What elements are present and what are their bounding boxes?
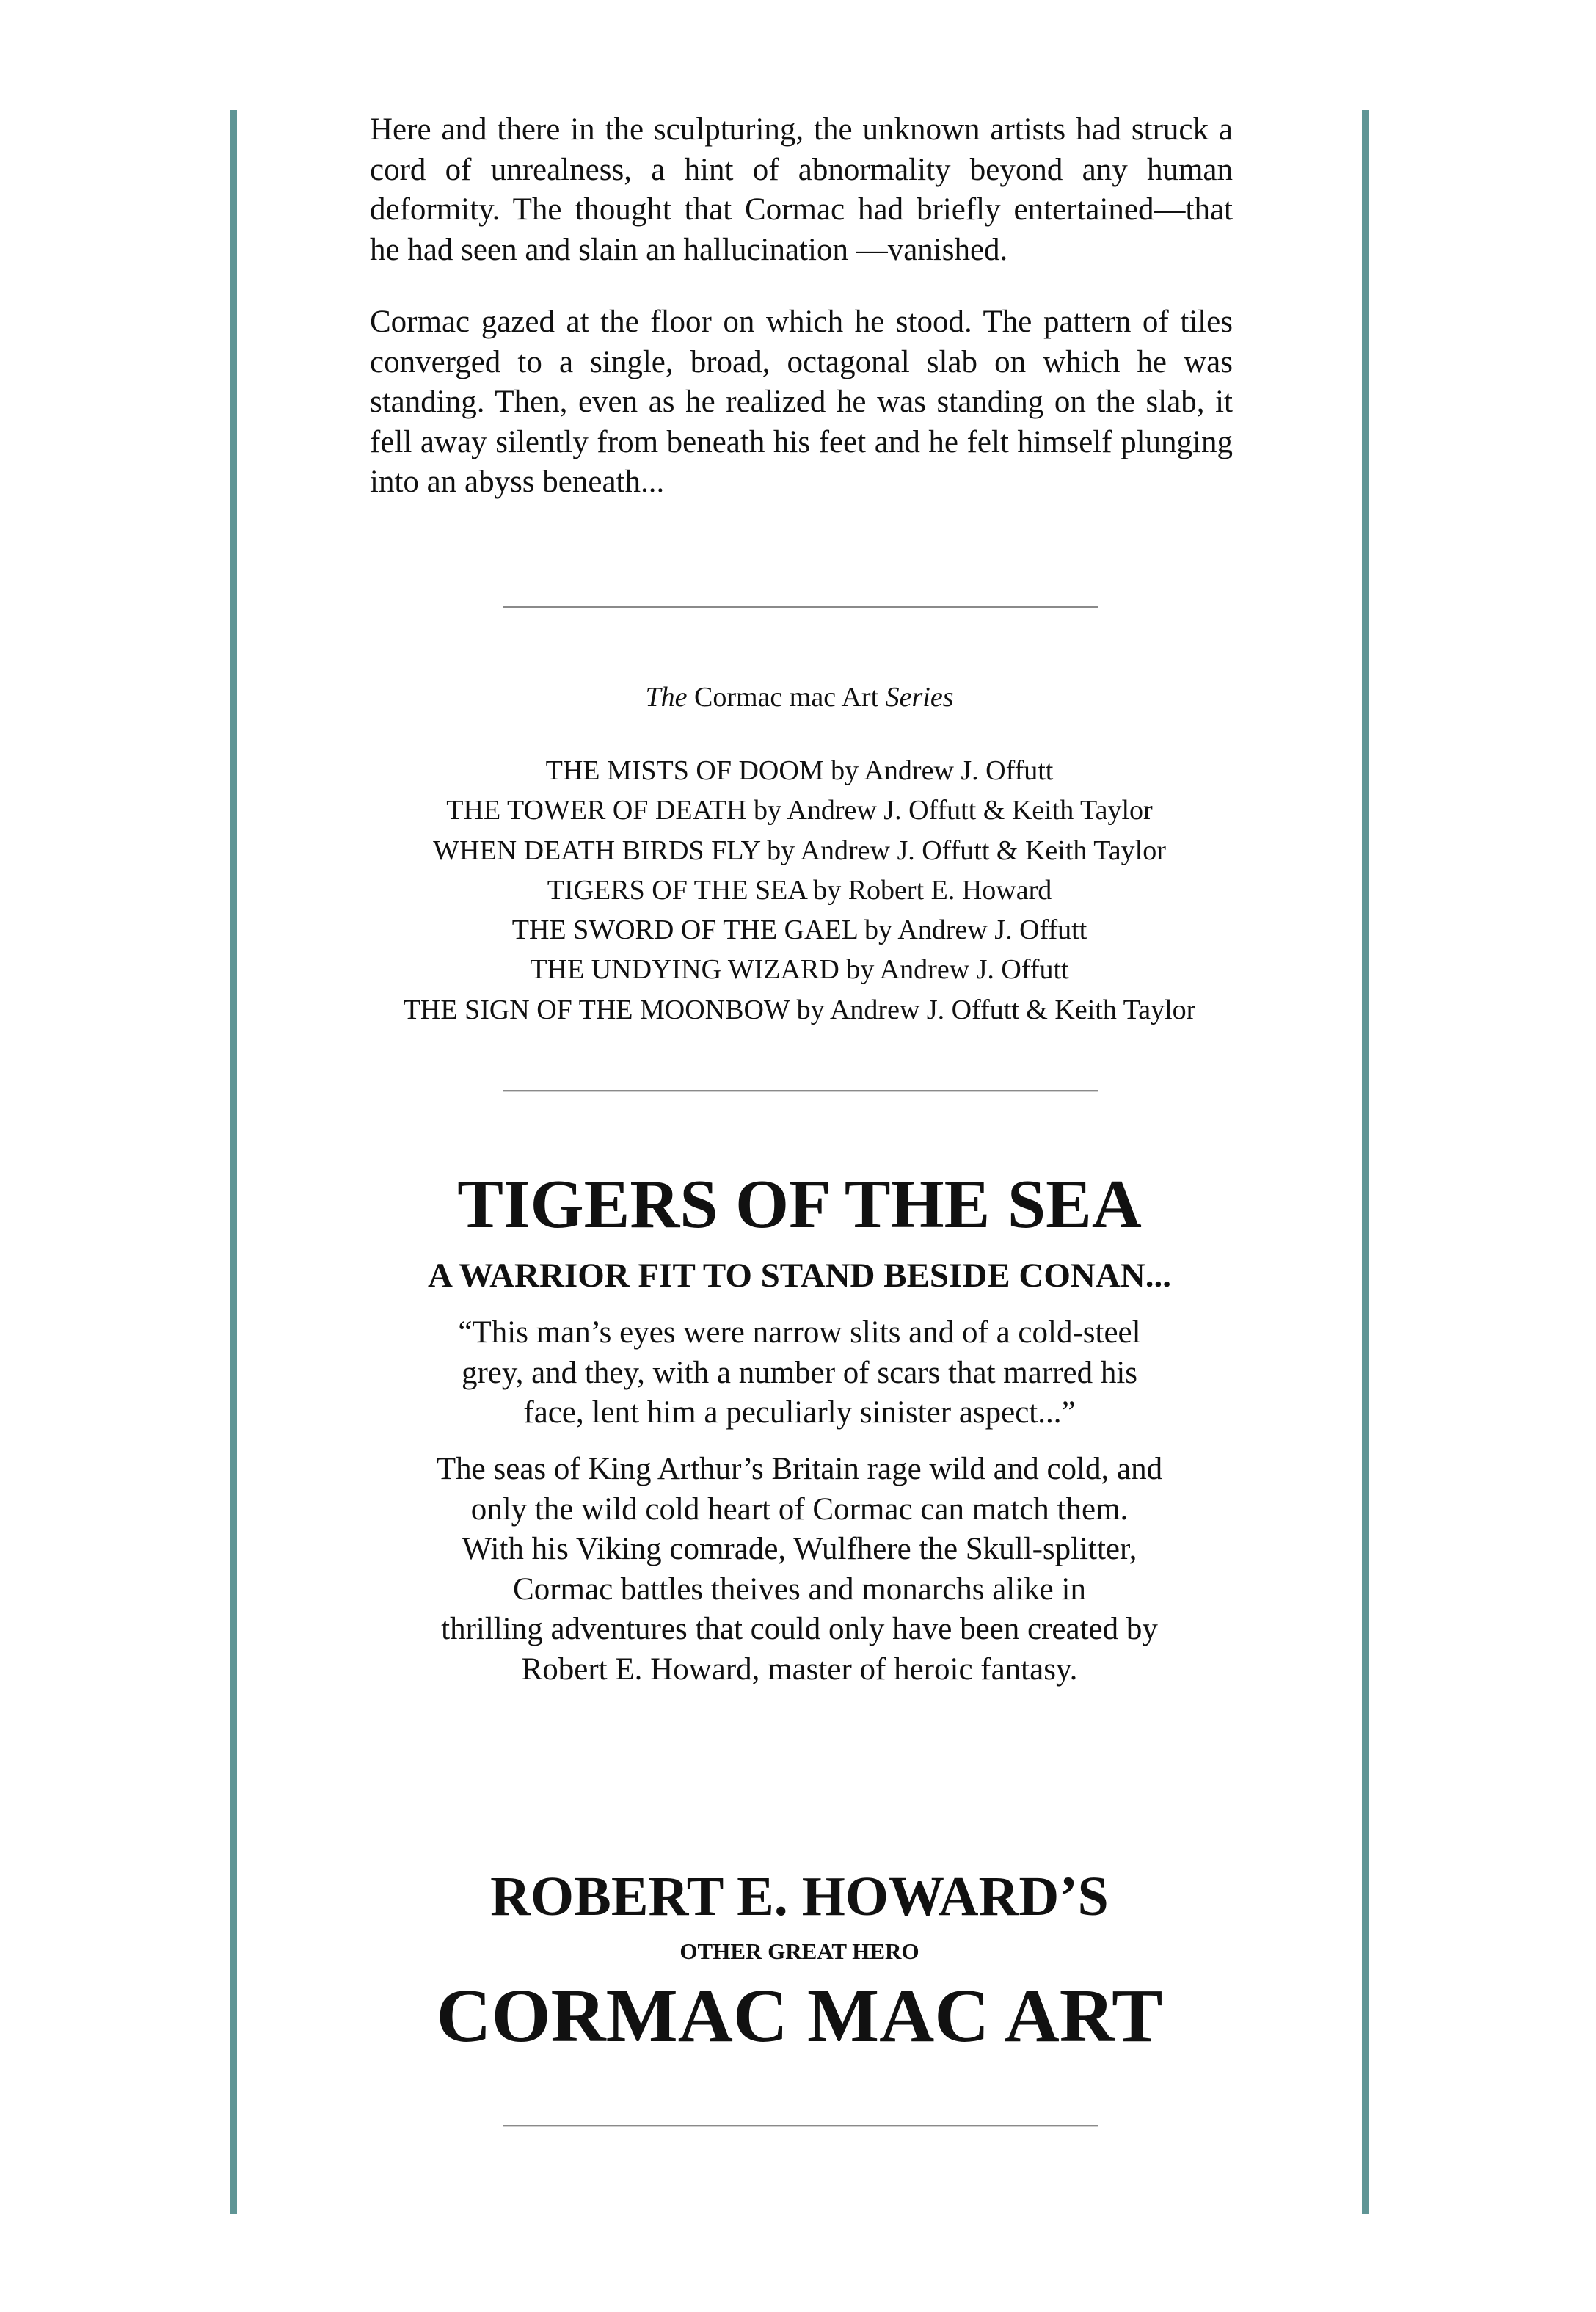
- section-divider: [503, 1090, 1098, 1091]
- promo-quote: [237, 1313, 1362, 1433]
- hero-author-title: ROBERT E. HOWARD’S: [490, 1866, 1109, 1927]
- promo-blurb: [237, 1450, 1362, 1690]
- section-divider: [503, 606, 1098, 608]
- blurb-line: The seas of King Arthur’s Britain rage wild and cold, and: [436, 1452, 1163, 1486]
- series-heading: [237, 681, 1362, 713]
- blurb-line: Cormac battles theives and monarchs alike in: [513, 1571, 1086, 1607]
- book-list-item: THE MISTS OF DOOM by Andrew J. Offutt: [545, 755, 1054, 786]
- book-list-item: THE UNDYING WIZARD by Andrew J. Offutt: [530, 954, 1069, 986]
- book-list-item: THE SWORD OF THE GAEL by Andrew J. Offutt: [511, 915, 1087, 946]
- blurb-line: thrilling adventures that could only have been created by: [441, 1612, 1158, 1646]
- quote-line: “This man’s eyes were narrow slits and of a cold-steel: [458, 1315, 1141, 1350]
- section-divider: [503, 2125, 1098, 2126]
- excerpt-paragraph: Here and there in the sculpturing, the unknown artists had struck a cord of unrealness, a hint of abnormality beyond any human deformity. The thought that Cormac had briefly entertained—that he had seen and slain an hallucination —vanished.: [370, 112, 1233, 267]
- promo-title: TIGERS OF THE SEA: [457, 1166, 1142, 1243]
- excerpt-text: [370, 110, 1233, 503]
- book-list-item: THE SIGN OF THE MOONBOW by Andrew J. Offutt & Keith Taylor: [403, 994, 1196, 1025]
- hero-name-title: CORMAC MAC ART: [436, 1974, 1163, 2058]
- right-margin-rule: [1362, 110, 1369, 2214]
- book-list-item: TIGERS OF THE SEA by Robert E. Howard: [547, 874, 1052, 906]
- series-heading-prefix: The: [645, 682, 688, 713]
- book-list-item: WHEN DEATH BIRDS FLY by Andrew J. Offutt & Keith Taylor: [433, 835, 1166, 866]
- series-book-list: [237, 751, 1362, 1030]
- hero-subtitle: OTHER GREAT HERO: [679, 1938, 919, 1964]
- book-list-item: THE TOWER OF DEATH by Andrew J. Offutt & Keith Taylor: [446, 795, 1153, 826]
- blurb-line: With his Viking comrade, Wulfhere the Skull-splitter,: [462, 1532, 1137, 1566]
- quote-line: grey, and they, with a number of scars that marred his: [461, 1355, 1137, 1390]
- series-heading-main: Cormac mac Art: [693, 682, 879, 713]
- excerpt-paragraph: Cormac gazed at the floor on which he stood. The pattern of tiles converged to a single, broad, octagonal slab on which he was standing. Then, even as he realized he was standing on the slab, it fell away silently from beneath his feet and he felt himself plunging into an abyss beneath...: [370, 305, 1233, 499]
- left-margin-rule: [230, 110, 237, 2214]
- blurb-line: only the wild cold heart of Cormac can match them.: [470, 1491, 1129, 1527]
- series-heading-suffix: Series: [885, 682, 954, 713]
- quote-line: face, lent him a peculiarly sinister aspect...”: [523, 1395, 1076, 1430]
- blurb-line: Robert E. Howard, master of heroic fantasy.: [521, 1651, 1078, 1687]
- promo-tagline: A WARRIOR FIT TO STAND BESIDE CONAN...: [428, 1257, 1171, 1295]
